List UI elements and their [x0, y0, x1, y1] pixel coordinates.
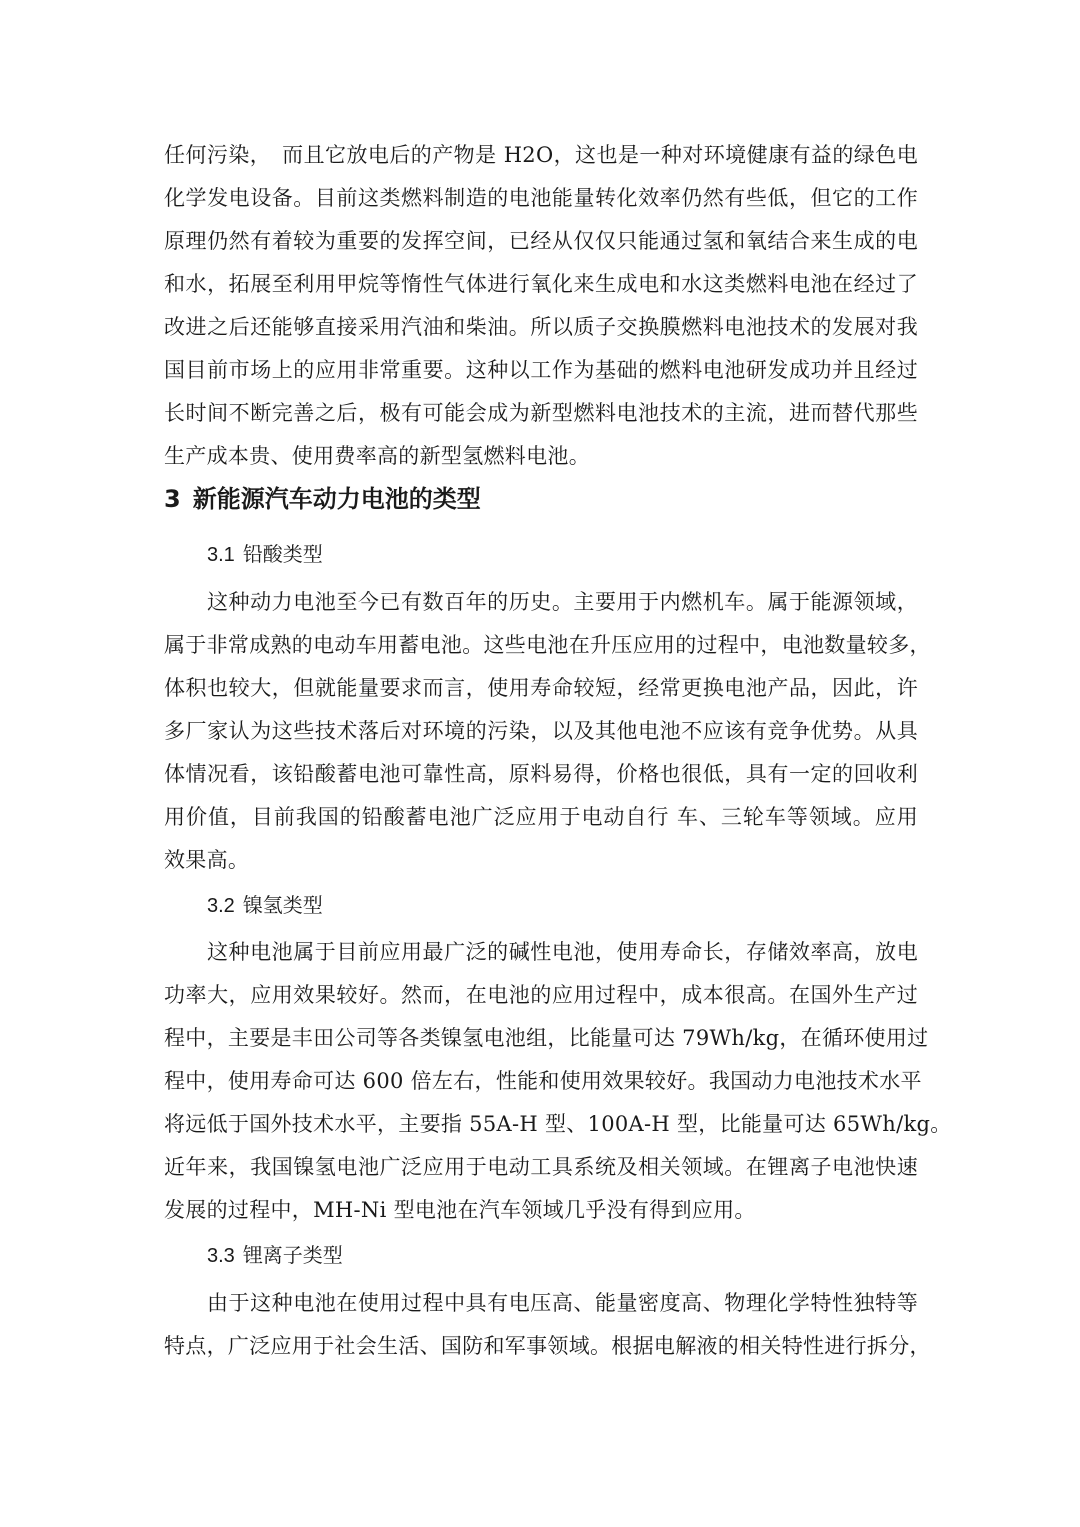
section-3-2-number: 3.2	[207, 895, 235, 917]
intro-line-3: 原理仍然有着较为重要的发挥空间，已经从仅仅只能通过氢和氧结合来生成的电	[164, 229, 918, 253]
s31-line-4: 多厂家认为这些技术落后对环境的污染，以及其他电池不应该有竞争优势。从具	[164, 719, 918, 743]
intro-line-4: 和水，拓展至利用甲烷等惰性气体进行氧化来生成电和水这类燃料电池在经过了	[164, 272, 918, 296]
s32-line-1: 这种电池属于目前应用最广泛的碱性电池，使用寿命长，存储效率高，放电	[207, 940, 918, 964]
intro-line-2: 化学发电设备。目前这类燃料制造的电池能量转化效率仍然有些低，但它的工作	[164, 186, 918, 210]
intro-line-1: 任何污染， 而且它放电后的产物是 H2O，这也是一种对环境健康有益的绿色电	[164, 143, 918, 167]
intro-line-6: 国目前市场上的应用非常重要。这种以工作为基础的燃料电池研发成功并且经过	[164, 358, 918, 382]
s33-line-1: 由于这种电池在使用过程中具有电压高、能量密度高、物理化学特性独特等	[207, 1291, 918, 1315]
section-3-title: 新能源汽车动力电池的类型	[192, 485, 481, 513]
s32-line-5: 将远低于国外技术水平，主要指 55A-H 型、100A-H 型，比能量可达 65Wh/kg。	[164, 1112, 952, 1136]
s32-line-3: 程中，主要是丰田公司等各类镍氢电池组，比能量可达 79Wh/kg，在循环使用过	[164, 1026, 929, 1050]
intro-line-5: 改进之后还能够直接采用汽油和柴油。所以质子交换膜燃料电池技术的发展对我	[164, 315, 918, 339]
section-3-3-heading	[207, 1240, 343, 1271]
s31-line-7: 效果高。	[164, 848, 250, 872]
intro-line-8: 生产成本贵、使用费率高的新型氢燃料电池。	[164, 444, 590, 468]
s32-line-2: 功率大，应用效果较好。然而，在电池的应用过程中，成本很高。在国外生产过	[164, 983, 918, 1007]
s32-line-6: 近年来，我国镍氢电池广泛应用于电动工具系统及相关领域。在锂离子电池快速	[164, 1155, 918, 1179]
s33-line-2: 特点，广泛应用于社会生活、国防和军事领域。根据电解液的相关特性进行拆分，	[164, 1334, 931, 1358]
s32-line-7: 发展的过程中，MH-Ni 型电池在汽车领域几乎没有得到应用。	[164, 1198, 756, 1222]
section-3-2-heading	[207, 890, 323, 921]
intro-line-7: 长时间不断完善之后，极有可能会成为新型燃料电池技术的主流，进而替代那些	[164, 401, 918, 425]
section-3-3-number: 3.3	[207, 1245, 235, 1267]
section-3-1-number: 3.1	[207, 544, 235, 566]
s32-line-4: 程中，使用寿命可达 600 倍左右，性能和使用效果较好。我国动力电池技术水平	[164, 1069, 922, 1093]
s31-line-5: 体情况看，该铅酸蓄电池可靠性高，原料易得，价格也很低，具有一定的回收利	[164, 762, 918, 786]
s31-line-1: 这种动力电池至今已有数百年的历史。主要用于内燃机车。属于能源领域，	[207, 590, 918, 614]
section-3-1-heading	[207, 539, 323, 570]
s31-line-2: 属于非常成熟的电动车用蓄电池。这些电池在升压应用的过程中，电池数量较多，	[164, 633, 931, 657]
s31-line-6: 用价值，目前我国的铅酸蓄电池广泛应用于电动自行 车、三轮车等领域。应用	[164, 805, 918, 829]
section-3-heading	[164, 483, 481, 515]
section-3-number: 3	[164, 485, 181, 513]
section-3-2-title: 镍氢类型	[242, 893, 323, 917]
section-3-3-title: 锂离子类型	[242, 1243, 343, 1267]
section-3-1-title: 铅酸类型	[242, 542, 323, 566]
s31-line-3: 体积也较大，但就能量要求而言，使用寿命较短，经常更换电池产品，因此，许	[164, 676, 918, 700]
